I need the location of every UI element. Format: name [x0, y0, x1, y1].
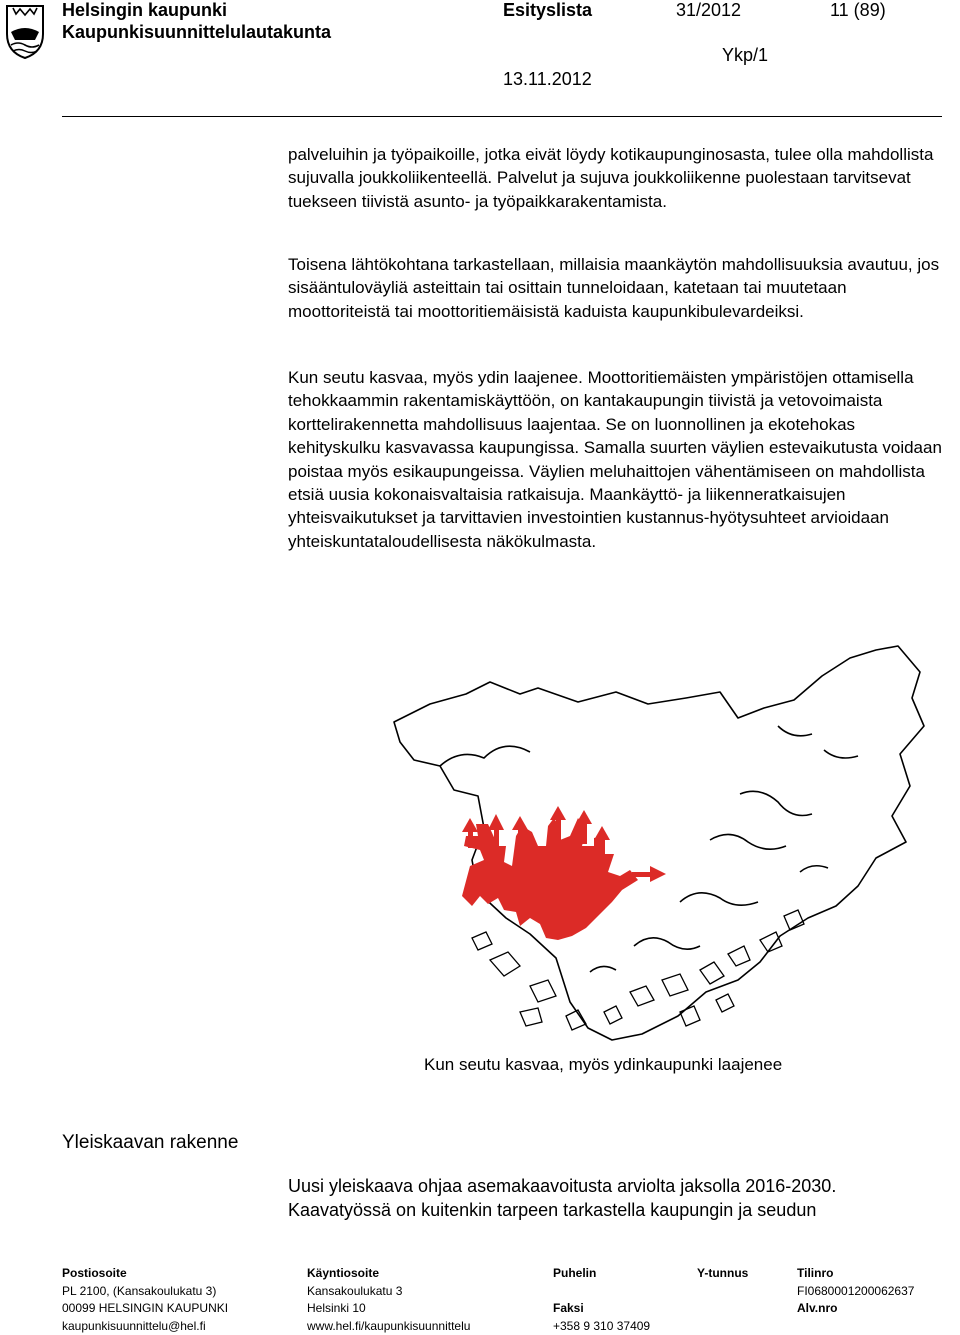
footer-label-tilinro: Tilinro	[797, 1265, 914, 1283]
paragraph-1	[288, 143, 948, 213]
doc-number: 31/2012	[676, 0, 741, 21]
footer-ytunnus	[697, 1265, 748, 1283]
footer-tilinro	[797, 1265, 914, 1318]
page-number: 11 (89)	[830, 0, 886, 21]
org-name: Helsingin kaupunki	[62, 0, 227, 21]
paragraph-2	[288, 253, 948, 323]
header-rule	[62, 116, 942, 117]
footer-website-link[interactable]: www.hel.fi/kaupunkisuunnittelu	[307, 1318, 470, 1335]
footer-postiosoite	[62, 1265, 228, 1335]
paragraph-1-text: palveluihin ja työpaikoille, jotka eivät löydy kotikaupunginosasta, tulee olla mahdollista sujuvalla joukkoliikenteellä. Palvelut ja sujuva joukkoliikenne puolestaan tarvitsevat tuekseen tiivistä asunto- ja työpaikkarakentamista.	[288, 143, 948, 213]
footer-visit-line2: Helsinki 10	[307, 1300, 470, 1318]
side-heading: Yleiskaavan rakenne	[62, 1132, 238, 1154]
doc-type: Esityslista	[503, 0, 592, 21]
meeting-date: 13.11.2012	[503, 69, 592, 90]
figure-caption: Kun seutu kasvaa, myös ydinkaupunki laajenee	[424, 1055, 782, 1075]
footer-label-puhelin: Puhelin	[553, 1265, 650, 1283]
footer-account-number: FI0680001200062637	[797, 1283, 914, 1301]
paragraph-4	[288, 1174, 938, 1222]
footer-postal-line1: PL 2100, (Kansakoulukatu 3)	[62, 1283, 228, 1301]
helsinki-region-map	[380, 640, 930, 1050]
footer-label-postiosoite: Postiosoite	[62, 1265, 228, 1283]
footer-kayntiosoite	[307, 1265, 470, 1335]
footer-puhelin	[553, 1265, 650, 1335]
footer-fax-number: +358 9 310 37409	[553, 1318, 650, 1335]
city-crest-logo	[4, 2, 46, 60]
footer-visit-line1: Kansakoulukatu 3	[307, 1283, 470, 1301]
footer-label-kayntiosoite: Käyntiosoite	[307, 1265, 470, 1283]
paragraph-3	[288, 366, 948, 553]
paragraph-4-text: Uusi yleiskaava ohjaa asemakaavoitusta arviolta jaksolla 2016-2030. Kaavatyössä on kuitenkin tarpeen tarkastella kaupungin ja seudun	[288, 1174, 938, 1222]
expanding-core-shape	[462, 818, 638, 940]
board-name: Kaupunkisuunnittelulautakunta	[62, 22, 331, 43]
paragraph-3-text: Kun seutu kasvaa, myös ydin laajenee. Moottoritiemäisten ympäristöjen ottamisella tehokkaammin rakentamiskäyttöön, on kantakaupungin tiivistä ja vetovoimaista korttelirakennetta mahdollisuus laajentaa. Se on luonnollinen ja ekotehokas kehityskulku kasvavassa kaupungissa. Samalla suurten väylien estevaikutusta voidaan poistaa myös esikaupungeissa. Väylien meluhaittojen vähentämiseen on mahdollista etsiä uusia kokonaisvaltaisia ratkaisuja. Maankäyttö- ja liikenneratkaisujen yhteisvaikutukset ja tarvittavien investointien kustannus-hyötysuhteet arvioidaan yhteiskuntataloudellisesta näkökulmasta.	[288, 366, 948, 553]
footer-label-faksi: Faksi	[553, 1300, 650, 1318]
paragraph-2-text: Toisena lähtökohtana tarkastellaan, millaisia maankäytön mahdollisuuksia avautuu, jos sisääntuloväyliä asteittain tai osittain tunneloidaan, katetaan tai muutetaan moottoriteistä tai moottoritiemäisistä kaduista kaupunkibulevardeiksi.	[288, 253, 948, 323]
footer-postal-line2: 00099 HELSINGIN KAUPUNKI	[62, 1300, 228, 1318]
section-code: Ykp/1	[722, 45, 768, 66]
footer-email-link[interactable]: kaupunkisuunnittelu@hel.fi	[62, 1318, 228, 1335]
footer-label-ytunnus: Y-tunnus	[697, 1265, 748, 1283]
footer-label-alv: Alv.nro	[797, 1300, 914, 1318]
